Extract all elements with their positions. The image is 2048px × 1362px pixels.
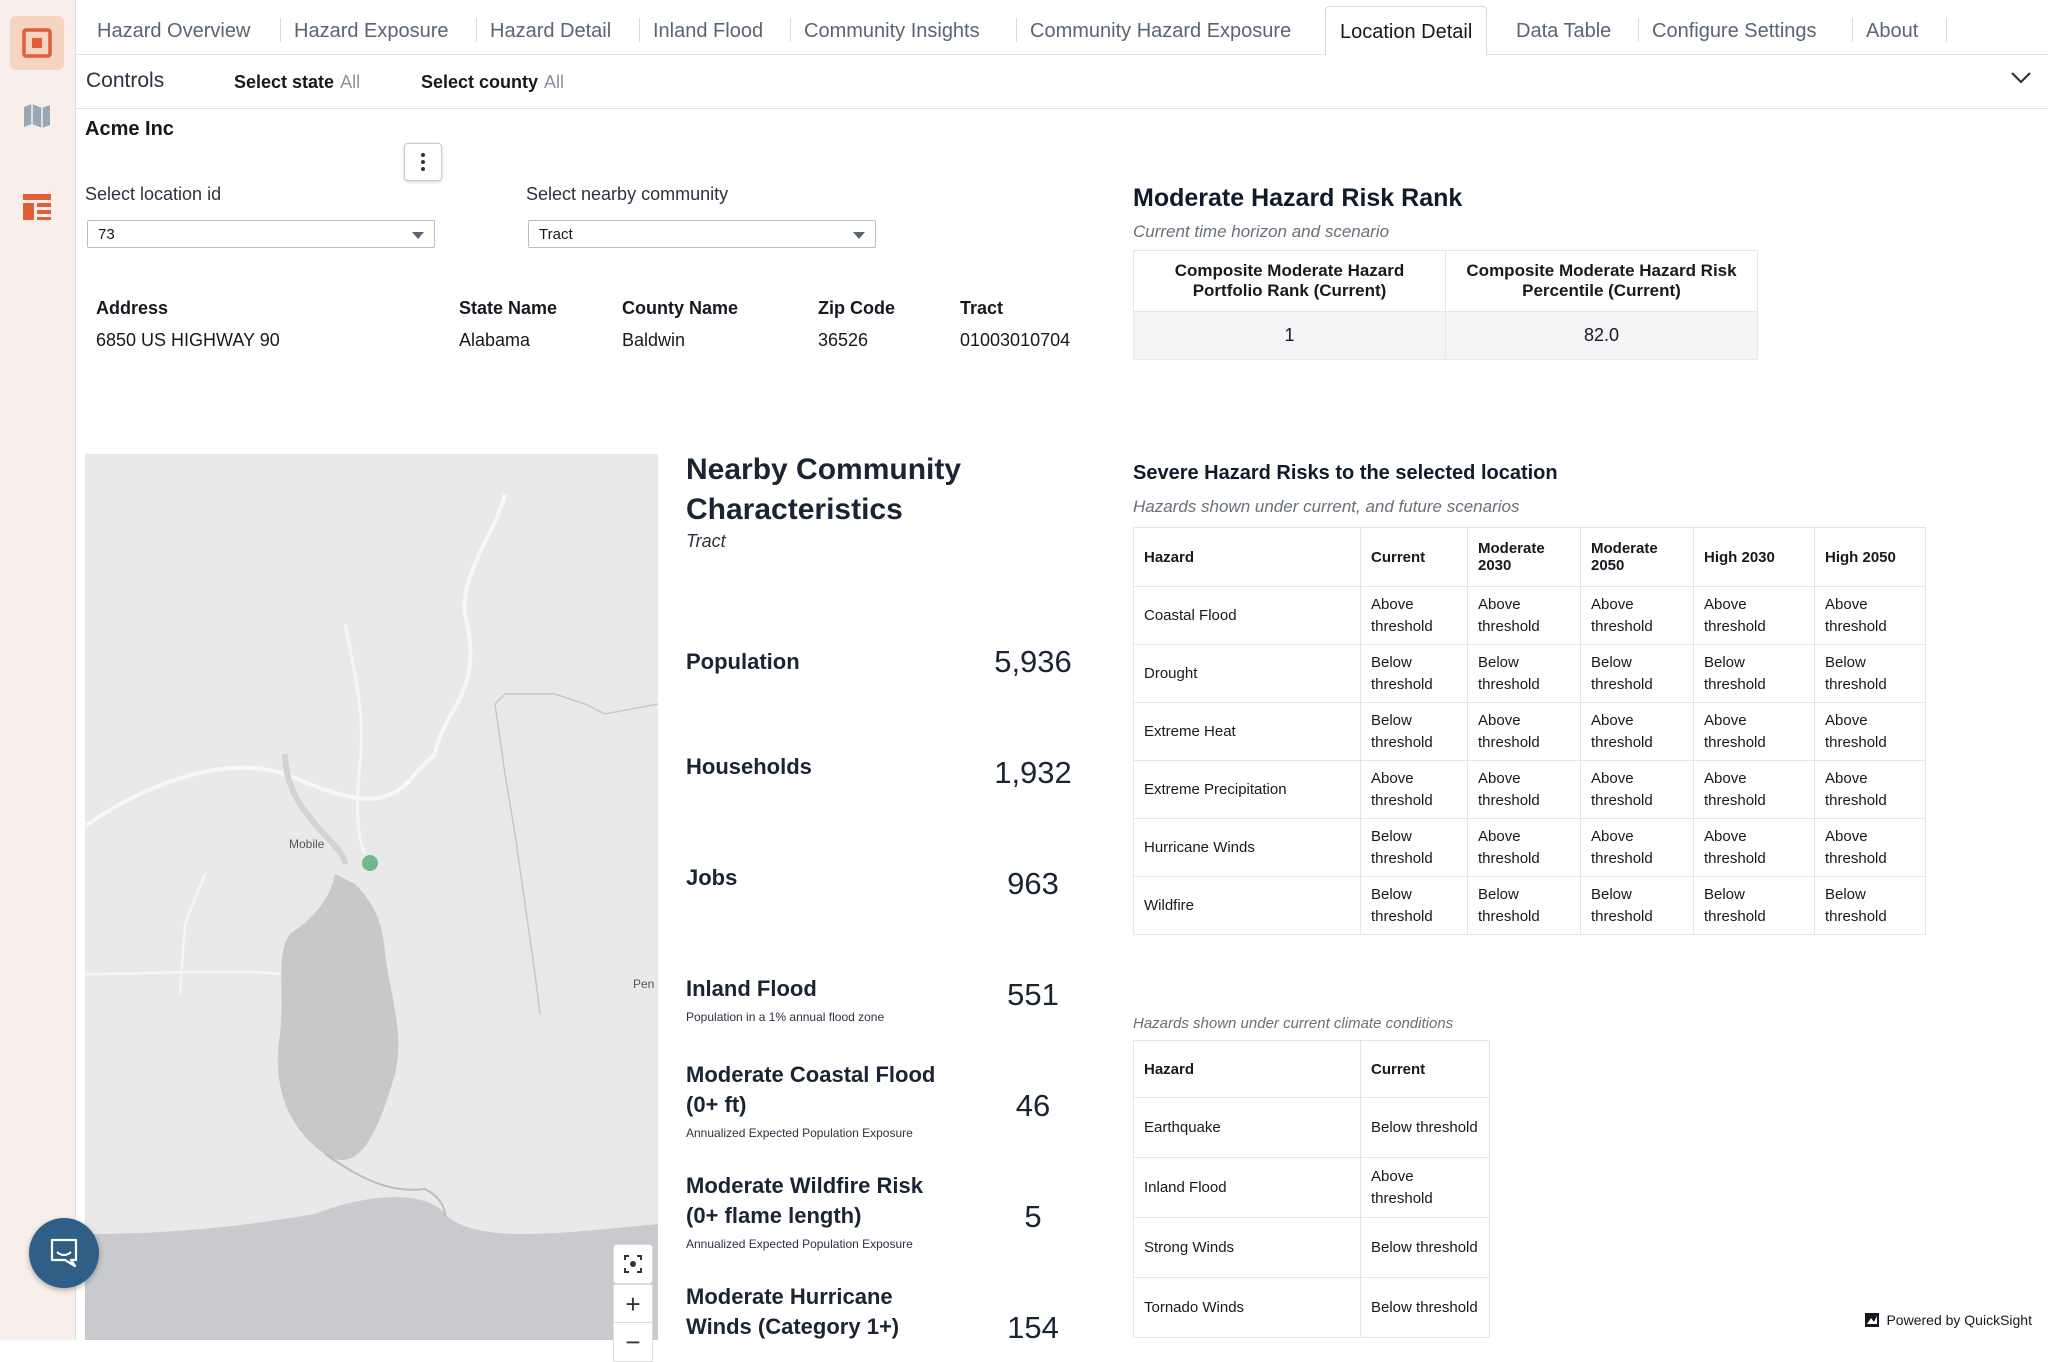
- jobs-label: Jobs: [686, 865, 738, 890]
- severe-header-high2030: High 2030: [1694, 528, 1815, 587]
- tract-header: Tract: [960, 298, 1004, 318]
- rank-value: 1: [1134, 312, 1446, 360]
- current-header-current: Current: [1361, 1041, 1490, 1098]
- table-cell: Above threshold: [1694, 819, 1815, 877]
- tab-community-insights[interactable]: Community Insights: [804, 0, 980, 54]
- coastal-flood-sublabel: Annualized Expected Population Exposure: [686, 1126, 913, 1140]
- map-edge-label: Pen: [633, 977, 655, 991]
- powered-by-text: Powered by QuickSight: [1886, 1312, 2032, 1328]
- table-cell: Above threshold: [1581, 703, 1694, 761]
- map-canvas: [85, 454, 658, 1340]
- inland-flood-label: Inland Flood: [686, 976, 817, 1001]
- table-row: [1134, 819, 1926, 877]
- current-header-hazard: Hazard: [1134, 1041, 1361, 1098]
- table-cell: Above threshold: [1468, 819, 1581, 877]
- severe-header-mod2050: Moderate 2050: [1581, 528, 1694, 587]
- table-cell: Above threshold: [1468, 761, 1581, 819]
- tab-hazard-exposure[interactable]: Hazard Exposure: [294, 0, 449, 54]
- rank-title: Moderate Hazard Risk Rank: [1133, 184, 1463, 212]
- chat-icon[interactable]: [29, 1218, 99, 1288]
- tab-inland-flood[interactable]: Inland Flood: [653, 0, 763, 54]
- rank-table: [1133, 250, 1758, 360]
- chevron-down-icon[interactable]: [2010, 71, 2032, 90]
- tract-value: 01003010704: [960, 330, 1071, 350]
- rank-col2-header: Composite Moderate Hazard Risk Percentile (Current): [1446, 251, 1758, 312]
- households-label: Households: [686, 754, 812, 779]
- county-value: All: [544, 72, 565, 92]
- tab-hazard-overview[interactable]: Hazard Overview: [97, 20, 251, 42]
- table-cell: Above threshold: [1468, 703, 1581, 761]
- state-header: State Name: [459, 298, 558, 318]
- table-cell: Above threshold: [1361, 1158, 1490, 1218]
- table-cell: Coastal Flood: [1134, 587, 1361, 645]
- location-id-label: Select location id: [85, 184, 222, 204]
- table-cell: Below threshold: [1361, 819, 1468, 877]
- table-cell: Below threshold: [1694, 877, 1815, 935]
- dropdown-arrow-icon: [853, 232, 865, 239]
- more-options-icon[interactable]: [404, 143, 442, 181]
- sheet-tabs: [76, 0, 2048, 55]
- table-row: [1134, 703, 1926, 761]
- severe-hazard-table: [1133, 527, 1926, 935]
- table-cell: Below threshold: [1361, 1218, 1490, 1278]
- analysis-icon[interactable]: [10, 180, 64, 234]
- table-cell: Extreme Precipitation: [1134, 761, 1361, 819]
- current-hazard-table: [1133, 1040, 1490, 1338]
- table-cell: Above threshold: [1815, 587, 1926, 645]
- table-cell: Wildfire: [1134, 877, 1361, 935]
- percentile-value: 82.0: [1446, 312, 1758, 360]
- current-subtitle: Hazards shown under current climate conditions: [1133, 1015, 1454, 1032]
- table-cell: Below threshold: [1361, 645, 1468, 703]
- coastal-flood-value: 46: [1015, 1088, 1051, 1123]
- table-cell: Below threshold: [1468, 645, 1581, 703]
- location-id-select[interactable]: [87, 220, 435, 248]
- table-cell: Above threshold: [1361, 587, 1468, 645]
- table-row: [1134, 1278, 1490, 1338]
- hurricane-label: Moderate Hurricane Winds (Category 1+): [686, 1284, 900, 1339]
- community-value: Tract: [539, 226, 573, 243]
- state-control[interactable]: [234, 72, 360, 93]
- table-row: [1134, 761, 1926, 819]
- address-value: 6850 US HIGHWAY 90: [96, 330, 280, 350]
- company-name: Acme Inc: [85, 118, 174, 140]
- recenter-icon[interactable]: [613, 1244, 653, 1284]
- rank-subtitle: Current time horizon and scenario: [1133, 222, 1390, 241]
- state-value: All: [340, 72, 361, 92]
- table-cell: Above threshold: [1694, 587, 1815, 645]
- table-cell: Drought: [1134, 645, 1361, 703]
- table-cell: Above threshold: [1468, 587, 1581, 645]
- county-value: Baldwin: [622, 330, 686, 350]
- severe-title: Severe Hazard Risks to the selected location: [1133, 462, 1558, 484]
- tab-hazard-detail[interactable]: Hazard Detail: [490, 0, 611, 54]
- county-label: Select county: [421, 72, 539, 92]
- table-cell: Above threshold: [1361, 761, 1468, 819]
- community-subtitle: Tract: [686, 531, 726, 551]
- community-label: Select nearby community: [526, 184, 729, 204]
- table-cell: Below threshold: [1581, 645, 1694, 703]
- state-value: Alabama: [459, 330, 531, 350]
- zip-value: 36526: [818, 330, 869, 350]
- table-cell: Below threshold: [1694, 645, 1815, 703]
- severe-header-current: Current: [1361, 528, 1468, 587]
- map-icon[interactable]: [10, 89, 64, 143]
- tab-location-detail[interactable]: Location Detail: [1325, 6, 1487, 56]
- dashboard-icon[interactable]: [10, 16, 64, 70]
- jobs-value: 963: [1007, 866, 1059, 901]
- inland-flood-sublabel: Population in a 1% annual flood zone: [686, 1010, 885, 1024]
- table-cell: Above threshold: [1581, 819, 1694, 877]
- address-header: Address: [96, 298, 169, 318]
- wildfire-sublabel: Annualized Expected Population Exposure: [686, 1237, 913, 1251]
- map-city-label: Mobile: [289, 837, 325, 851]
- table-row: [1134, 1218, 1490, 1278]
- table-cell: Above threshold: [1815, 761, 1926, 819]
- table-cell: Below threshold: [1815, 645, 1926, 703]
- wildfire-label: Moderate Wildfire Risk (0+ flame length): [686, 1173, 923, 1228]
- table-cell: Earthquake: [1134, 1098, 1361, 1158]
- rank-col1-header: Composite Moderate Hazard Portfolio Rank (Current): [1134, 251, 1446, 312]
- zoom-in-icon[interactable]: +: [613, 1284, 653, 1324]
- zip-header: Zip Code: [818, 298, 895, 318]
- location-id-value: 73: [98, 226, 115, 243]
- state-label: Select state: [234, 72, 335, 92]
- table-cell: Below threshold: [1815, 877, 1926, 935]
- table-cell: Strong Winds: [1134, 1218, 1361, 1278]
- table-cell: Above threshold: [1581, 761, 1694, 819]
- controls-title: Controls: [86, 69, 165, 92]
- dropdown-arrow-icon: [412, 232, 424, 239]
- table-cell: Below threshold: [1361, 1278, 1490, 1338]
- table-cell: Below threshold: [1468, 877, 1581, 935]
- table-cell: Above threshold: [1694, 703, 1815, 761]
- households-value: 1,932: [994, 755, 1072, 790]
- table-cell: Above threshold: [1694, 761, 1815, 819]
- population-label: Population: [686, 649, 800, 674]
- powered-by-badge: [1858, 1308, 2038, 1332]
- quicksight-logo-icon: [1864, 1312, 1880, 1328]
- severe-header-hazard: Hazard: [1134, 528, 1361, 587]
- table-row: [1134, 587, 1926, 645]
- table-row: [1134, 1098, 1490, 1158]
- community-title: Nearby Community Characteristics: [686, 453, 962, 526]
- table-row: [1134, 1158, 1490, 1218]
- severe-header-high2050: High 2050: [1815, 528, 1926, 587]
- table-cell: Above threshold: [1815, 703, 1926, 761]
- table-cell: Inland Flood: [1134, 1158, 1361, 1218]
- location-marker[interactable]: [362, 855, 378, 871]
- county-header: County Name: [622, 298, 739, 318]
- zoom-out-icon[interactable]: −: [613, 1322, 653, 1362]
- severe-header-mod2030: Moderate 2030: [1468, 528, 1581, 587]
- table-cell: Below threshold: [1361, 703, 1468, 761]
- table-cell: Tornado Winds: [1134, 1278, 1361, 1338]
- coastal-flood-label: Moderate Coastal Flood (0+ ft): [686, 1062, 936, 1117]
- table-cell: Hurricane Winds: [1134, 819, 1361, 877]
- controls-bar: [76, 55, 2048, 109]
- tab-about[interactable]: About: [1866, 0, 1918, 54]
- tab-community-hazard-exposure[interactable]: Community Hazard Exposure: [1030, 0, 1291, 54]
- population-value: 5,936: [994, 644, 1072, 679]
- hurricane-value: 154: [1007, 1310, 1059, 1345]
- table-cell: Below threshold: [1581, 877, 1694, 935]
- table-cell: Below threshold: [1361, 1098, 1490, 1158]
- community-select[interactable]: [528, 220, 876, 248]
- tab-configure-settings[interactable]: Configure Settings: [1652, 0, 1817, 54]
- table-cell: Extreme Heat: [1134, 703, 1361, 761]
- severe-subtitle: Hazards shown under current, and future scenarios: [1133, 497, 1520, 516]
- table-cell: Above threshold: [1815, 819, 1926, 877]
- tab-divider: [1946, 18, 1947, 42]
- tab-data-table[interactable]: Data Table: [1516, 20, 1612, 42]
- wildfire-value: 5: [1024, 1199, 1042, 1234]
- table-cell: Above threshold: [1581, 587, 1694, 645]
- table-cell: Below threshold: [1361, 877, 1468, 935]
- location-map[interactable]: [85, 454, 658, 1357]
- inland-flood-value: 551: [1007, 977, 1059, 1012]
- table-row: [1134, 877, 1926, 935]
- left-rail: [0, 0, 76, 1340]
- table-row: [1134, 645, 1926, 703]
- county-control[interactable]: [421, 72, 564, 93]
